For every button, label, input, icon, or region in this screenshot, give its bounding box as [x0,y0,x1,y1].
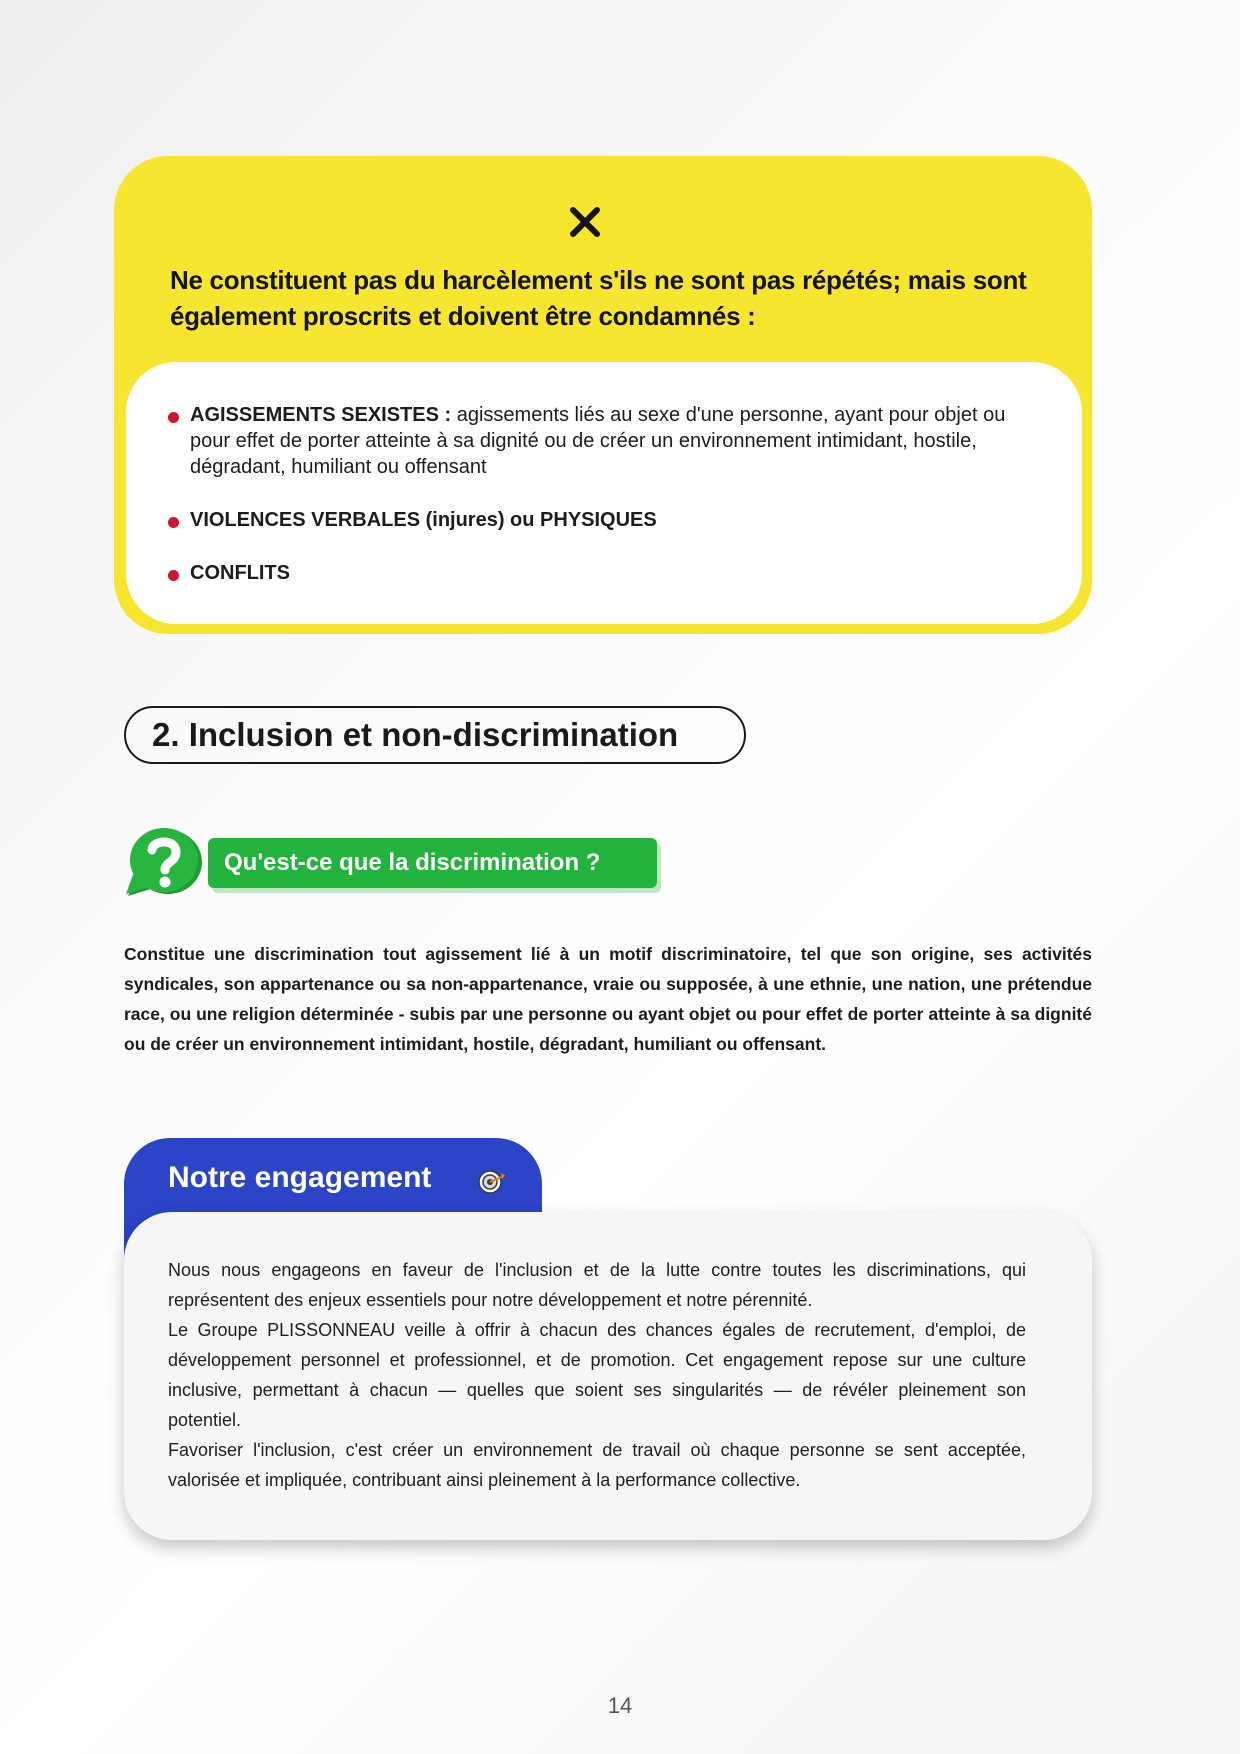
list-item-term: CONFLITS [190,562,290,584]
close-icon [567,204,603,240]
engagement-paragraph: Le Groupe PLISSONNEAU veille à offrir à chacun des chances égales de recrutement, d'emploi, de développement personnel et professionnel, et de promotion. Cet engagement repose sur une culture inclusive, permettant à chacun — quelles que soient ses singularités — de révéler pleinement son potentiel. [168,1320,1026,1430]
question-bubble-icon [124,822,204,902]
bullet-icon [168,517,179,528]
page-number: 14 [607,1693,633,1718]
discrimination-definition: Constitue une discrimination tout agissement lié à un motif discriminatoire, tel que son origine, ses activités syndicales, son appartenance ou sa non-appartenance, vraie ou supposée, à une ethnie, une nation, une prétendue race, ou une religion déterminée - subis par une personne ou ayant objet ou pour effet de porter atteinte à sa dignité ou de créer un environnement intimidant, hostile, dégradant, humiliant ou offensant. [124,944,1092,1054]
engagement-paragraph: Nous nous engageons en faveur de l'inclusion et de la lutte contre toutes les discriminations, qui représentent des enjeux essentiels pour notre développement et notre pérennité. [168,1260,1026,1310]
harassment-list [166,402,1006,586]
list-item [166,560,1006,586]
list-item-description: agissements liés au sexe d'une personne, ayant pour objet ou pour effet de porter atteinte à sa dignité ou de créer un environnement intimidant, hostile, dégradant, humiliant ou offensant [190,404,1006,478]
engagement-text [168,1255,1026,1495]
section-title: 2. Inclusion et non-discrimination [124,706,746,764]
target-icon [478,1168,506,1196]
list-item [166,507,1006,533]
harassment-heading: Ne constituent pas du harcèlement s'ils ne sont pas répétés; mais sont également proscrits et doivent être condamnés : [170,265,1027,331]
bullet-icon [168,412,179,423]
list-item [166,402,1006,480]
list-item-term: VIOLENCES VERBALES (injures) ou PHYSIQUES [190,509,657,531]
question-banner: Qu'est-ce que la discrimination ? [208,838,657,888]
list-item-term: AGISSEMENTS SEXISTES : [190,404,452,426]
engagement-paragraph: Favoriser l'inclusion, c'est créer un environnement de travail où chaque personne se sent acceptée, valorisée et impliquée, contribuant ainsi pleinement à la performance collective. [168,1440,1026,1490]
bullet-icon [168,570,179,581]
engagement-title: Notre engagement [168,1161,432,1194]
